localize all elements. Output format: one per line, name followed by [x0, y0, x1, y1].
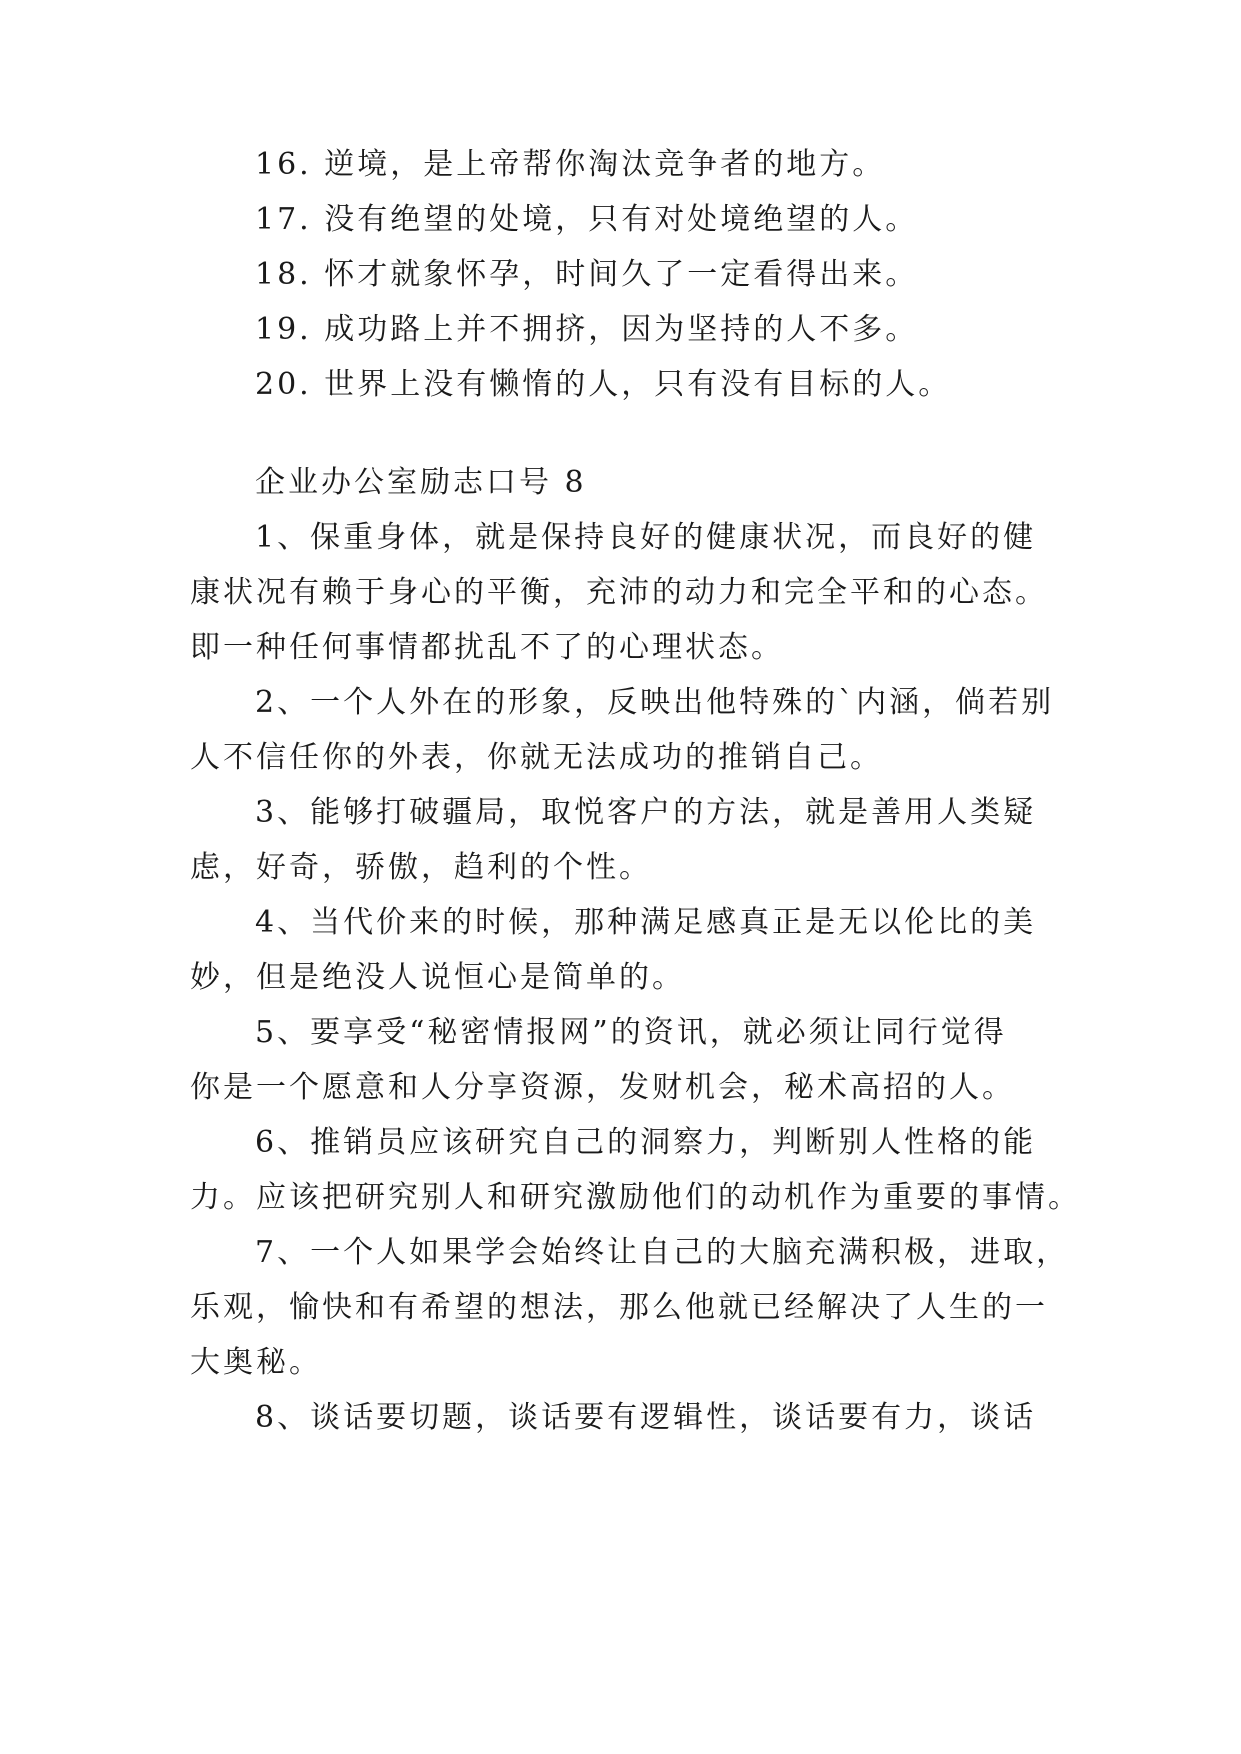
paragraph-line: 7、一个人如果学会始终让自己的大脑充满积极，进取， [255, 1235, 1070, 1270]
list-item: 16. 逆境，是上帝帮你淘汰竞争者的地方。 [255, 147, 886, 182]
section-title: 企业办公室励志口号 8 [255, 465, 587, 500]
list-item: 18. 怀才就象怀孕，时间久了一定看得出来。 [255, 257, 919, 292]
paragraph-line: 人不信任你的外表，你就无法成功的推销自己。 [190, 740, 883, 775]
paragraph-line: 1、保重身体，就是保持良好的健康状况，而良好的健 [255, 520, 1037, 555]
list-item: 20. 世界上没有懒惰的人，只有没有目标的人。 [255, 367, 952, 402]
paragraph-line: 5、要享受“秘密情报网”的资讯，就必须让同行觉得 [255, 1015, 1007, 1050]
list-item: 17. 没有绝望的处境，只有对处境绝望的人。 [255, 202, 919, 237]
paragraph-line: 6、推销员应该研究自己的洞察力，判断别人性格的能 [255, 1125, 1037, 1160]
paragraph-line: 乐观，愉快和有希望的想法，那么他就已经解决了人生的一 [190, 1290, 1048, 1325]
paragraph-line: 你是一个愿意和人分享资源，发财机会，秘术高招的人。 [190, 1070, 1015, 1105]
paragraph-line: 3、能够打破疆局，取悦客户的方法，就是善用人类疑 [255, 795, 1037, 830]
paragraph-line: 4、当代价来的时候，那种满足感真正是无以伦比的美 [255, 905, 1037, 940]
paragraph-line: 2、一个人外在的形象，反映出他特殊的`内涵，倘若别 [255, 685, 1055, 720]
list-item: 19. 成功路上并不拥挤，因为坚持的人不多。 [255, 312, 919, 347]
paragraph-line: 虑，好奇，骄傲，趋利的个性。 [190, 850, 652, 885]
paragraph-line: 康状况有赖于身心的平衡，充沛的动力和完全平和的心态。 [190, 575, 1048, 610]
paragraph-line: 即一种任何事情都扰乱不了的心理状态。 [190, 630, 784, 665]
paragraph-line: 妙，但是绝没人说恒心是简单的。 [190, 960, 685, 995]
paragraph-line: 力。应该把研究别人和研究激励他们的动机作为重要的事情。 [190, 1180, 1081, 1215]
paragraph-line: 8、谈话要切题，谈话要有逻辑性，谈话要有力，谈话 [255, 1400, 1037, 1435]
paragraph-line: 大奥秘。 [190, 1345, 322, 1380]
